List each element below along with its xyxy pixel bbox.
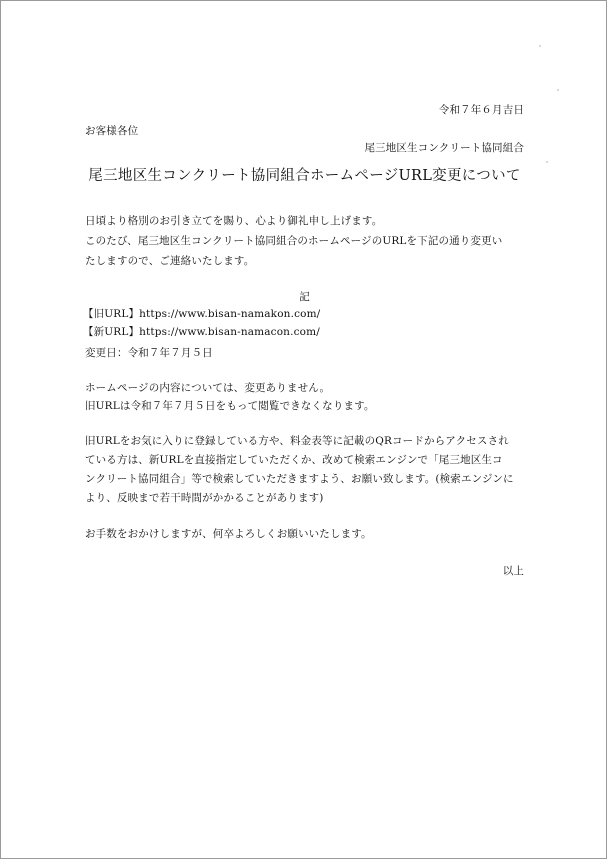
request-line-4: より、反映まで若干時間がかかることがあります): [85, 492, 324, 504]
sender-name: 尾三地区生コンクリート協同組合: [364, 142, 524, 154]
scan-speck: [546, 161, 548, 163]
scan-speck: [539, 45, 541, 47]
ki-heading: 記: [299, 291, 310, 303]
request-line-2: ている方は、新URLを直接指定していただくか、改めて検索エンジンで「尾三地区生コ: [85, 454, 503, 466]
notice-line-1: ホームページの内容については、変更ありません。: [85, 382, 331, 394]
letter-date: 令和７年６月吉日: [438, 104, 524, 116]
notice-line-2: 旧URLは令和７年７月５日をもって閲覧できなくなります。: [85, 400, 375, 412]
request-line-1: 旧URLをお気に入りに登録している方や、料金表等に記載のQRコードからアクセスされ: [85, 435, 509, 447]
change-date-line: 変更日：令和７年７月５日: [85, 347, 213, 359]
request-line-3: ンクリート協同組合」等で検索していただきますよう、お願い致します。(検索エンジンに: [85, 473, 514, 485]
document-title: 尾三地区生コンクリート協同組合ホームページURL変更について: [88, 168, 521, 184]
new-url-line: 【新URL】https://www.bisan-namacon.com/: [83, 326, 320, 338]
closing-line: お手数をおかけしますが、何卒よろしくお願いいたします。: [85, 528, 372, 540]
greeting-line-3: たしますので、ご連絡いたします。: [85, 255, 255, 267]
scan-speck: [557, 89, 559, 91]
old-url-line: 【旧URL】https://www.bisan-namakon.com/: [83, 308, 321, 320]
greeting-line-2: このたび、尾三地区生コンクリート協同組合のホームページのURLを下記の通り変更い: [85, 235, 503, 247]
recipient: お客様各位: [85, 125, 139, 137]
end-mark: 以上: [502, 565, 524, 577]
greeting-line-1: 日頃より格別のお引き立てを賜り、心より御礼申し上げます。: [85, 215, 383, 227]
